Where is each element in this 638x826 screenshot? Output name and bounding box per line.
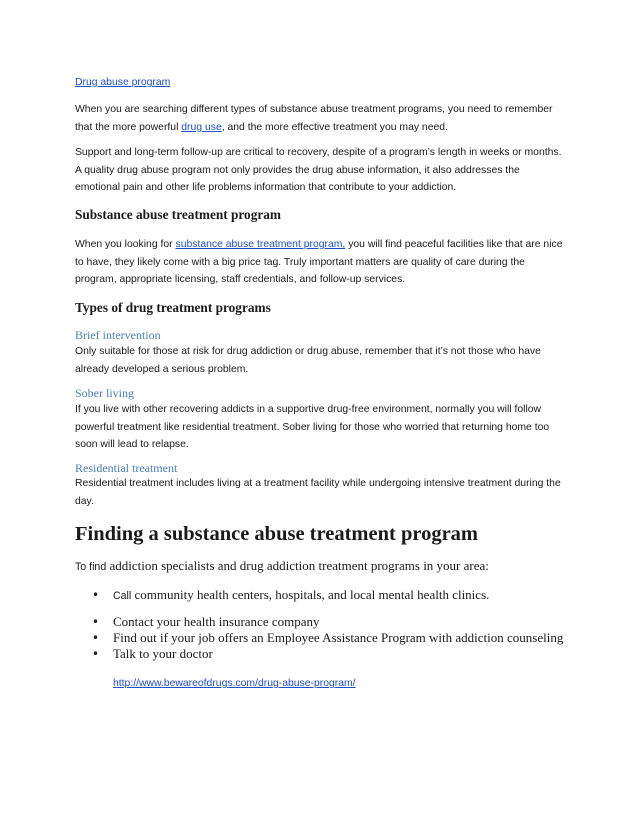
paragraph-intro <box>75 101 567 136</box>
finding-intro <box>75 557 567 576</box>
finding-intro-rest: addiction specialists and drug addiction treatment programs in your area: <box>106 558 489 573</box>
type-text-residential: Residential treatment includes living at a treatment facility while undergoing intensive treatment during the day. <box>75 478 561 507</box>
paragraph-substance-text: When you looking for <box>75 239 176 250</box>
paragraph-intro-text-end: , and the more effective treatment you may need. <box>221 121 448 133</box>
finding-intro-lead: To find <box>75 561 107 573</box>
drug-use-link[interactable]: drug use <box>181 121 222 133</box>
list-item <box>75 587 567 604</box>
list-item: • Find out if your job offers an Employee Assistance Program with addiction counseling <box>75 630 567 646</box>
finding-list-first <box>75 587 567 604</box>
paragraph-support: Support and long-term follow-up are critical to recovery, despite of a program’s length in weeks or months. A quality drug abuse program not only provides the drug abuse information, it also addresses the emotional pain and other life problems information that contribute to your addiction. <box>75 147 562 193</box>
heading-types: Types of drug treatment programs <box>75 300 271 315</box>
substance-abuse-treatment-program-link[interactable]: substance abuse treatment program, <box>175 239 346 250</box>
type-title-residential: Residential treatment <box>75 461 178 475</box>
list-item-text: community health centers, hospitals, and local mental health clinics. <box>131 587 490 602</box>
paragraph-intro-text: When you are searching different types of substance abuse treatment programs, you need to remember that the more powerful <box>75 104 553 133</box>
type-text-sober-living: If you live with other recovering addicts in a supportive drug-free environment, normally you will follow powerful treatment like residential treatment. Sober living for those who worried that returning home too soon will lead to relapse. <box>75 404 550 450</box>
type-text-brief-intervention: Only suitable for those at risk for drug addiction or drug abuse, remember that it’s not those who have already developed a serious problem. <box>75 346 541 375</box>
paragraph-substance <box>75 236 567 289</box>
type-title-sober-living: Sober living <box>75 386 134 400</box>
source-url-link[interactable]: http://www.bewareofdrugs.com/drug-abuse-program/ <box>113 678 356 689</box>
drug-abuse-program-link[interactable]: Drug abuse program <box>75 77 171 88</box>
type-title-brief-intervention: Brief intervention <box>75 328 161 342</box>
heading-substance-abuse: Substance abuse treatment program <box>75 207 281 222</box>
list-item: • Contact your health insurance company <box>75 614 567 630</box>
list-item-lead: Call <box>113 590 132 602</box>
paragraph-substance-text-end: you will find peaceful facilities like that are nice to have, they likely come with a big price tag. Truly important matters are quality of care during the program, appropriate licensing, staff credentials, and follow-up services. <box>75 239 563 285</box>
list-item: • Talk to your doctor <box>75 646 567 662</box>
finding-list <box>75 614 567 662</box>
heading-finding: Finding a substance abuse treatment program <box>75 523 478 545</box>
